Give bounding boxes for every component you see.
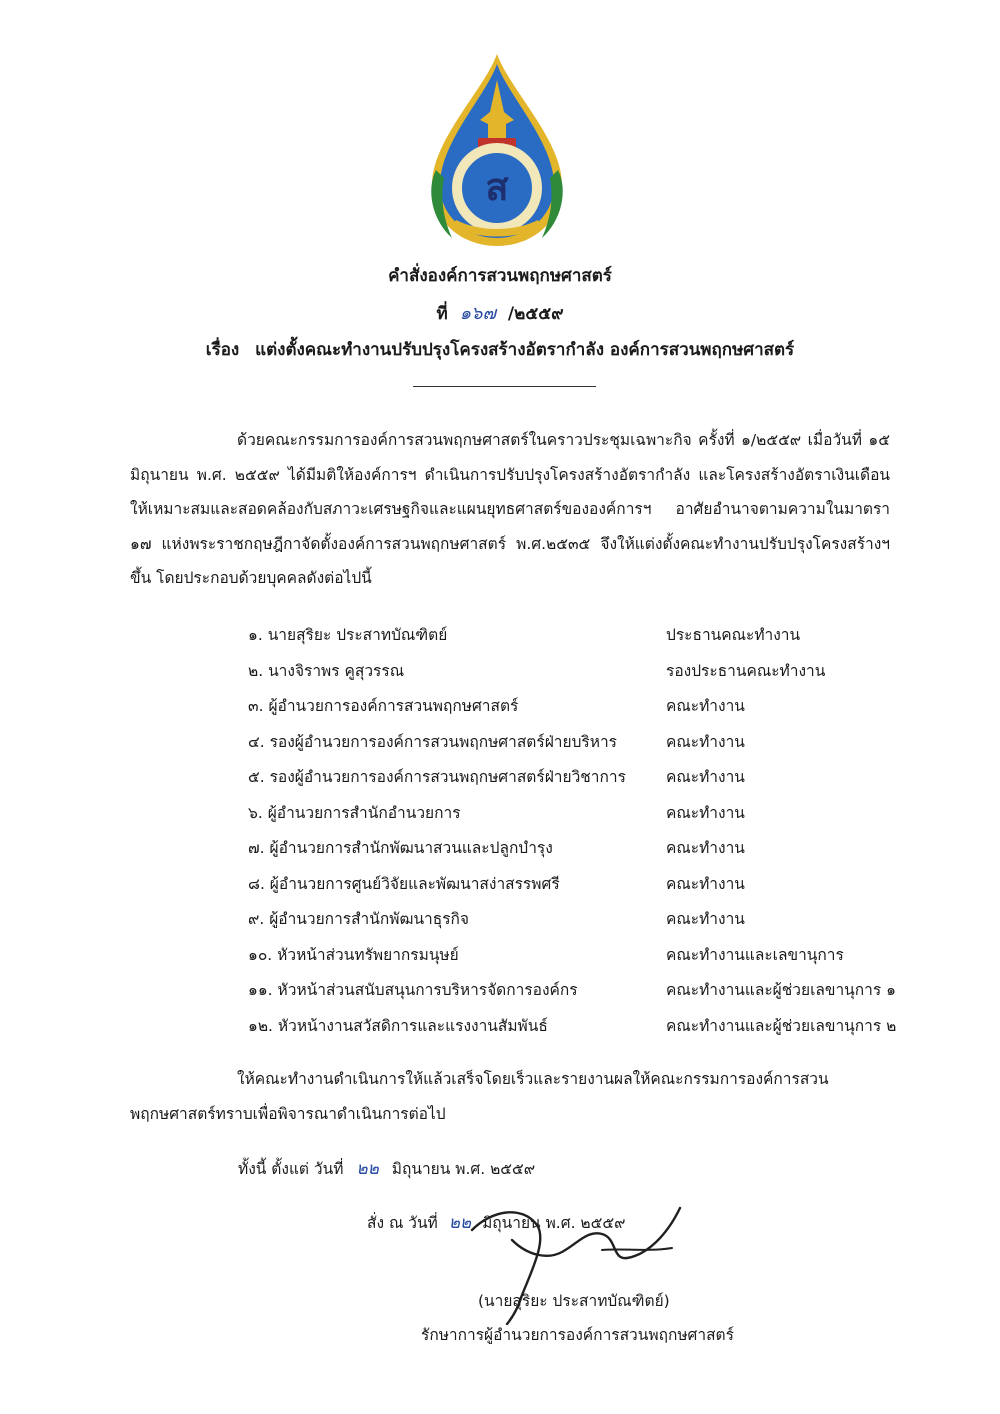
effective-month-year: มิถุนายน พ.ศ. ๒๕๕๙ — [391, 1160, 536, 1178]
body-paragraph-1: ด้วยคณะกรรมการองค์การสวนพฤกษศาสตร์ในคราวประชุมเฉพาะกิจ ครั้งที่ ๑/๒๕๕๙ เมื่อวันที่ ๑๕ มิถุนายน พ.ศ. ๒๕๕๙ ได้มีมติให้องค์การฯ ดำเนินการปรับปรุงโครงสร้างอัตรากำลัง และโครงสร้างอัตราเงินเดือน ให้เหมาะสมและสอดคล้องกับสภาวะเศรษฐกิจและแผนยุทธศาสตร์ขององค์การฯ อาศัยอำนาจตามความในมาตรา ๑๗ แห่งพระราชกฤษฎีกาจัดตั้งองค์การสวนพฤกษศาสตร์ พ.ศ.๒๕๓๕ จึงให้แต่งตั้งคณะทำงานปรับปรุงโครงสร้างฯ ขึ้น โดยประกอบด้วยบุคคลดังต่อไปนี้ — [130, 431, 890, 587]
member-row — [248, 906, 948, 942]
member-row — [248, 977, 948, 1013]
body-paragraph-2: ให้คณะทำงานดำเนินการให้แล้วเสร็จโดยเร็วและรายงานผลให้คณะกรรมการองค์การสวนพฤกษศาสตร์ทราบเพื่อพิจารณาดำเนินการต่อไป — [130, 1070, 829, 1123]
member-name: ๑. นายสุริยะ ประสาทบัณฑิตย์ — [248, 626, 448, 644]
member-row — [248, 729, 948, 765]
signatory-name: (นายสุริยะ ประสาทบัณฑิตย์) — [478, 1292, 670, 1310]
subject-label: เรื่อง — [205, 340, 240, 360]
member-name: ๖. ผู้อำนวยการสำนักอำนวยการ — [248, 803, 461, 822]
member-role: คณะทำงาน — [666, 732, 745, 751]
member-row — [248, 658, 948, 694]
member-name: ๒. นางจิราพร คูสุวรรณ — [248, 661, 405, 680]
signed-day-handwritten: ๒๒ — [448, 1213, 472, 1233]
member-name: ๕. รองผู้อำนวยการองค์การสวนพฤกษศาสตร์ฝ่ายวิชาการ — [248, 768, 626, 786]
member-name: ๑๒. หัวหน้างานสวัสดิการและแรงงานสัมพันธ์ — [248, 1016, 548, 1035]
effective-date-prefix: ทั้งนี้ ตั้งแต่ วันที่ — [238, 1160, 344, 1178]
member-role: ประธานคณะทำงาน — [666, 626, 801, 644]
member-name: ๘. ผู้อำนวยการศูนย์วิจัยและพัฒนาสง่าสรรพศรี — [248, 874, 560, 893]
member-role: คณะทำงาน — [666, 874, 745, 893]
member-name: ๗. ผู้อำนวยการสำนักพัฒนาสวนและปลูกบำรุง — [248, 839, 553, 857]
member-name: ๑๐. หัวหน้าส่วนทรัพยากรมนุษย์ — [248, 945, 459, 964]
member-row — [248, 1013, 948, 1049]
member-role: คณะทำงาน — [666, 768, 745, 786]
member-role: รองประธานคณะทำงาน — [666, 661, 826, 680]
member-row — [248, 871, 948, 907]
member-role: คณะทำงาน — [666, 697, 745, 715]
member-row — [248, 800, 948, 836]
order-number-line — [0, 298, 1000, 327]
member-role: คณะทำงานและผู้ช่วยเลขานุการ ๒ — [666, 1016, 897, 1035]
organization-logo-emblem — [422, 50, 572, 250]
member-row — [248, 622, 948, 658]
effective-date-line — [238, 1155, 543, 1182]
signatory-title: รักษาการผู้อำนวยการองค์การสวนพฤกษศาสตร์ — [421, 1326, 734, 1344]
header-divider — [413, 386, 596, 387]
member-role: คณะทำงานและเลขานุการ — [666, 945, 844, 964]
member-name: ๑๑. หัวหน้าส่วนสนับสนุนการบริหารจัดการองค์กร — [248, 981, 578, 999]
member-row — [248, 835, 948, 871]
member-row — [248, 764, 948, 800]
order-number-year: /๒๕๕๙ — [507, 304, 564, 324]
order-number-label: ที่ — [436, 304, 448, 324]
signed-date-prefix: สั่ง ณ วันที่ — [367, 1214, 438, 1232]
member-name: ๙. ผู้อำนวยการสำนักพัฒนาธุรกิจ — [248, 910, 470, 928]
member-role: คณะทำงานและผู้ช่วยเลขานุการ ๑ — [666, 981, 896, 999]
member-role: คณะทำงาน — [666, 910, 745, 928]
effective-day-handwritten: ๒๒ — [356, 1159, 379, 1179]
order-number-handwritten: ๑๖๗ — [459, 303, 496, 324]
member-row — [248, 942, 948, 978]
committee-member-list — [248, 622, 948, 1048]
member-name: ๓. ผู้อำนวยการองค์การสวนพฤกษศาสตร์ — [248, 697, 519, 715]
member-role: คณะทำงาน — [666, 803, 745, 822]
subject-text: แต่งตั้งคณะทำงานปรับปรุงโครงสร้างอัตรากำลัง องค์การสวนพฤกษศาสตร์ — [255, 340, 795, 360]
member-name: ๔. รองผู้อำนวยการองค์การสวนพฤกษศาสตร์ฝ่ายบริหาร — [248, 732, 617, 751]
signed-month-year: มิถุนายน พ.ศ. ๒๕๕๙ — [482, 1214, 626, 1232]
subject-line — [0, 336, 1000, 363]
order-title: คำสั่งองค์การสวนพฤกษศาสตร์ — [388, 266, 612, 286]
logo-monogram-glyph: ส — [485, 164, 509, 209]
member-role: คณะทำงาน — [666, 839, 745, 857]
member-row — [248, 693, 948, 729]
